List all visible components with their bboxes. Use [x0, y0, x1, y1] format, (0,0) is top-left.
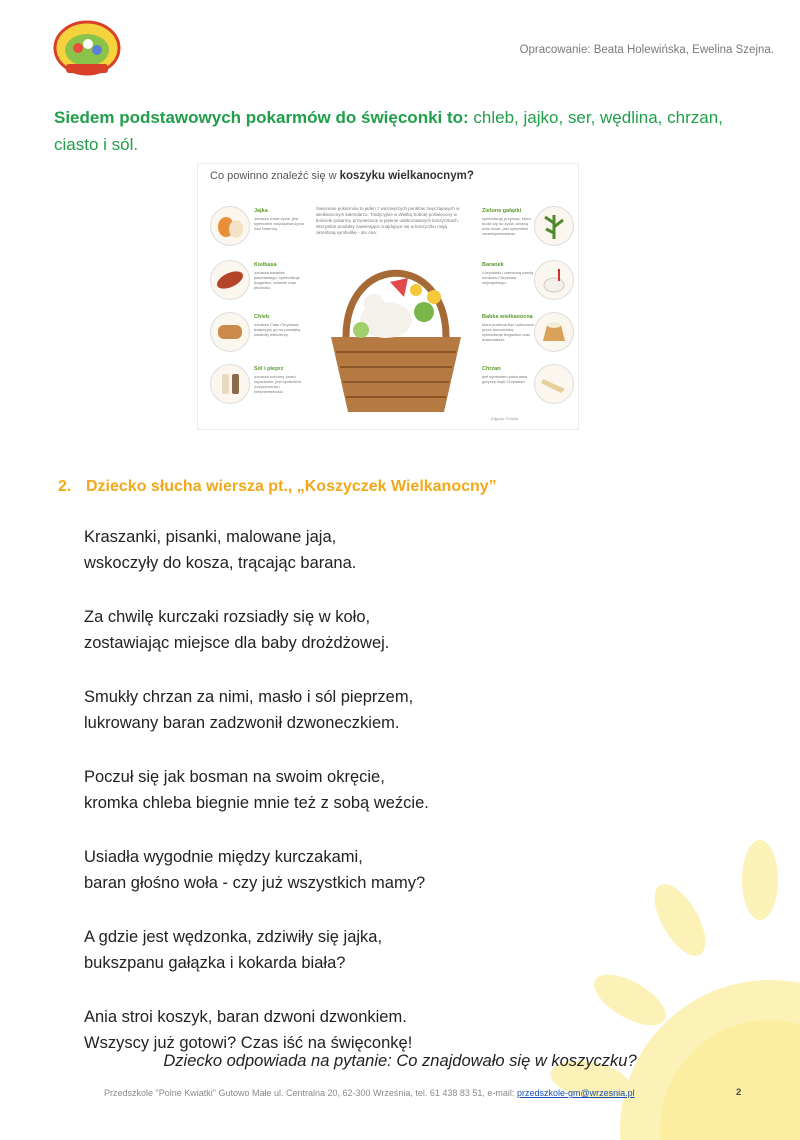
lamb-icon [534, 260, 574, 300]
intro-rest: chleb, jajko, ser, wędlina, chrzan, ciasto i sól. [54, 108, 723, 154]
footer-email-link[interactable]: przedszkole-gm@wrzesnia.pl [516, 1088, 635, 1098]
poem-stanza [84, 924, 429, 976]
item-desc-sausage: oznacza baranka paschalnego, symbolizuje bogactwo, zdrowie oraz płodność. [254, 270, 300, 290]
item-desc-horseradish: jest symbolem pokonania goryczy męki Chrystusa. [482, 374, 528, 384]
poem-line: zostawiając miejsce dla baby drożdżowej. [84, 634, 390, 652]
poem-line: A gdzie jest wędzonka, zdziwiły się jajka, [84, 928, 383, 946]
poem-stanza [84, 604, 429, 656]
easter-basket-infographic [197, 163, 579, 430]
poem-line: Wszyscy już gotowi? Czas iść na święconkę! [84, 1034, 413, 1052]
sausage-icon [210, 260, 250, 300]
item-label-green-twigs: Zielone gałązki [482, 208, 522, 214]
salt-pepper-icon [210, 364, 250, 404]
item-label-babka: Babka wielkanocna [482, 314, 533, 320]
babka-cake-icon [534, 312, 574, 352]
poem-line: Kraszanki, pisanki, malowane jaja, [84, 528, 337, 546]
poem-line: Smukły chrzan za nimi, masło i sól pieprzem, [84, 688, 414, 706]
poem-line: lukrowany baran zadzwonił dzwoneczkiem. [84, 714, 400, 732]
item-desc-green-twigs: symbolizują przyrodę, która budzi się do życia, wiosną oraz nowe, jest symbolem zmartwychwstania. [482, 216, 531, 236]
intro-bold: Siedem podstawowych pokarmów do święconki to: [54, 108, 469, 127]
item-label-salt-pepper: Sól i pieprz [254, 366, 284, 372]
infographic-title: Co powinno znaleźć się w koszyku wielkanocnym? [210, 170, 474, 182]
poem-line: Za chwilę kurczaki rozsiadły się w koło, [84, 608, 371, 626]
kindergarten-logo-icon [52, 20, 122, 78]
item-label-sausage: Kiełbasa [254, 262, 277, 268]
question-text: Dziecko odpowiada na pytanie: Co znajdowało się w koszyczku? [163, 1052, 637, 1070]
poem-line: Poczuł się jak bosman na swoim okręcie, [84, 768, 385, 786]
item-desc-salt-pepper: oznacza ochronę przed zepsuciem, jest symbolem oczyszczenia i nieśmiertelności. [254, 374, 301, 394]
item-desc-bread: oznacza Ciało Chrystusa, tradycyjny go na pamiątkę ostatniej wieczerzy. [254, 322, 301, 337]
eggs-icon [210, 206, 250, 246]
poem-line: baran głośno woła - czy już wszystkich mamy? [84, 874, 426, 892]
author-credit: Opracowanie: Beata Holewińska, Ewelina Szejna. [519, 44, 774, 56]
poem [84, 524, 429, 1084]
poem-line: bukszpanu gałązka i kokarda biała? [84, 954, 346, 972]
item-desc-lamb: z kryształu i czerwoną szarfą oznacza Chrystusa zwycięskiego. [482, 270, 534, 285]
poem-line: Ania stroi koszyk, baran dzwoni dzwonkiem. [84, 1008, 407, 1026]
item-label-lamb: Baranek [482, 262, 504, 268]
poem-stanza [84, 764, 429, 816]
item-desc-eggs: oznacza nowe życie, jest symbolem zwycięstwa życia nad śmiercią. [254, 216, 304, 231]
poem-line: kromka chleba biegnie mnie też z sobą weźcie. [84, 794, 429, 812]
poem-line: Usiadła wygodnie między kurczakami, [84, 848, 363, 866]
poem-line: wskoczyły do kosza, trącając barana. [84, 554, 357, 572]
poem-stanza [84, 684, 429, 736]
page-number: 2 [736, 1087, 742, 1098]
poem-stanza [84, 524, 429, 576]
poem-stanza [84, 1004, 429, 1056]
easter-basket-icon [316, 242, 476, 422]
section-title-text: Dziecko słucha wiersza pt., „Koszyczek Wielkanocny” [86, 478, 497, 495]
green-twigs-icon [534, 206, 574, 246]
item-label-eggs: Jajka [254, 208, 268, 214]
intro-paragraph [54, 104, 754, 158]
item-label-bread: Chleb [254, 314, 270, 320]
infographic-credit: Zdjęcia: Fotolia [490, 416, 518, 421]
bread-icon [210, 312, 250, 352]
section-2-title [58, 478, 497, 496]
item-desc-babka: która powinna być upieczona przez domownika, symbolizuje bogactwo oraz doskonałość. [482, 322, 534, 342]
footer-address: Przedszkole "Polne Kwiatki" Gutowo Małe ul. Centralna 20, 62-300 Września, tel. 61 438 83 51, e-mail: [104, 1088, 515, 1098]
poem-stanza [84, 844, 429, 896]
infographic-intro: Święcenie pokarmów to jeden z ważniejszych punktów zwyczajowych w wielkanocnym kalendarzu. Tradycyjnie w Wielką Sobotę poświęcony w kościele pokarmy, przyniesione w pięknie udekorowanych koszyczkach. Wszystkie produkty zawierające znajdujące się w koszyczku mają określoną symbolikę - oto ona: [316, 206, 460, 235]
section-number: 2. [58, 478, 72, 495]
footer [104, 1088, 635, 1098]
item-label-horseradish: Chrzan [482, 366, 501, 372]
horseradish-icon [534, 364, 574, 404]
